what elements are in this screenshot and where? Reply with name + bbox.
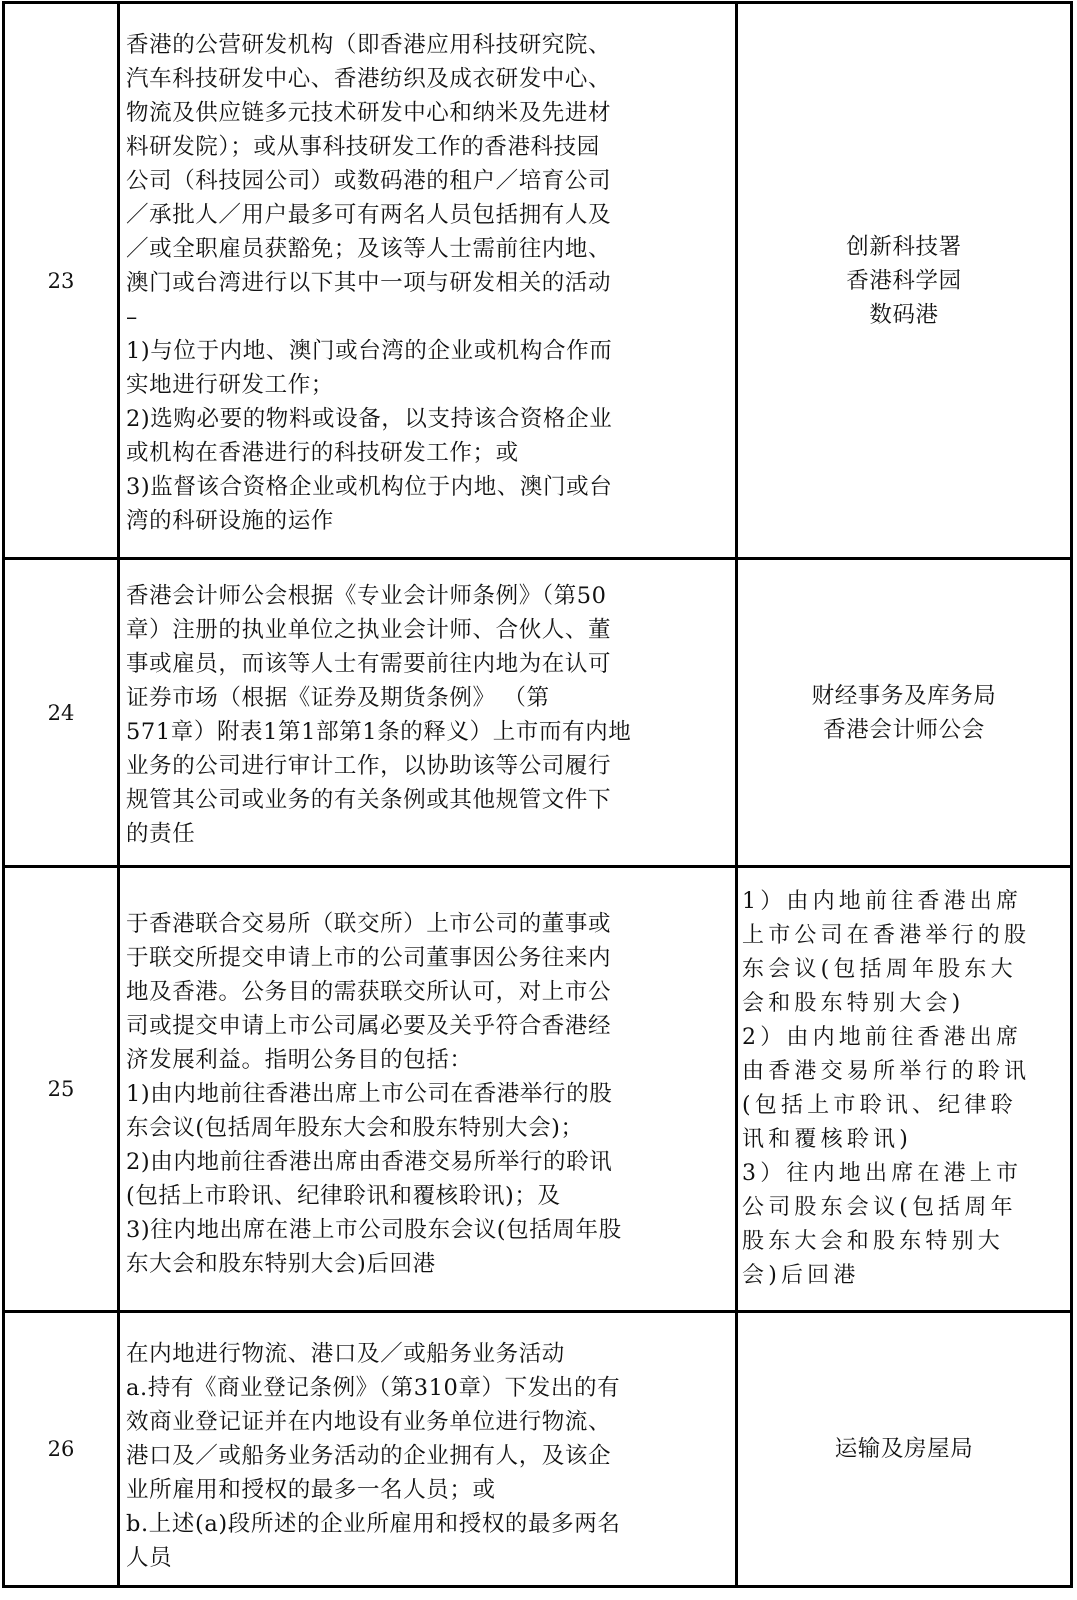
organization-name: 数码港	[869, 301, 939, 328]
description-line: 地及香港。公务目的需获联交所认可，对上市公	[126, 979, 612, 1005]
description-line: 1)与位于内地、澳门或台湾的企业或机构合作而	[126, 337, 613, 364]
description-line: 的责任	[126, 820, 196, 847]
item-number: 23	[4, 3, 119, 559]
organization-name: 财经事务及库务局	[811, 682, 997, 709]
organization-name: 运输及房屋局	[834, 1436, 974, 1462]
description-line: 2)由内地前往香港出席由香港交易所举行的聆讯	[126, 1149, 613, 1175]
description-line: 业所雇用和授权的最多一名人员；或	[126, 1477, 496, 1503]
organization-name: 香港会计师公会	[823, 716, 985, 743]
table-row	[4, 3, 1072, 559]
purpose-line: 3）往内地出席在港上市	[742, 1161, 1023, 1186]
description-line: 规管其公司或业务的有关条例或其他规管文件下	[126, 786, 612, 813]
eligibility-description	[119, 3, 737, 559]
description-line: ／或全职雇员获豁免；及该等人士需前往内地、	[126, 235, 612, 262]
purpose-line: 股东大会和股东特别大	[742, 1229, 1005, 1254]
table-row	[4, 867, 1072, 1312]
description-line: 于联交所提交申请上市的公司董事因公务往来内	[126, 945, 612, 971]
description-line: 事或雇员，而该等人士有需要前往内地为在认可	[126, 650, 612, 677]
item-number: 24	[4, 559, 119, 867]
description-line: 3)监督该合资格企业或机构位于内地、澳门或台	[126, 473, 613, 500]
description-line: (包括上市聆讯、纪律聆讯和覆核聆讯)；及	[126, 1183, 561, 1209]
description-line: 效商业登记证并在内地设有业务单位进行物流、	[126, 1409, 612, 1435]
description-line: 3)往内地出席在港上市公司股东会议(包括周年股	[126, 1217, 622, 1243]
item-number: 26	[4, 1312, 119, 1587]
purpose-line: 上市公司在香港举行的股	[742, 923, 1031, 948]
description-line: 湾的科研设施的运作	[126, 507, 334, 534]
description-line: 在内地进行物流、港口及／或船务业务活动	[126, 1341, 565, 1367]
exemption-table	[2, 1, 1073, 1588]
purpose-line: 1）由内地前往香港出席	[742, 889, 1023, 914]
description-line: 香港会计师公会根据《专业会计师条例》（第50	[126, 582, 607, 609]
purpose-line: 东会议(包括周年股东大	[742, 957, 1017, 982]
organization-name: 创新科技署	[846, 233, 962, 260]
description-line: 公司（科技园公司）或数码港的租户／培育公司	[126, 167, 612, 194]
description-line: 571章）附表1第1部第1条的释义）上市而有内地	[126, 718, 632, 745]
description-line: –	[126, 303, 138, 330]
description-line: 1)由内地前往香港出席上市公司在香港举行的股	[126, 1081, 613, 1107]
description-line: ／承批人／用户最多可有两名人员包括拥有人及	[126, 201, 612, 228]
purpose-line: 2）由内地前往香港出席	[742, 1025, 1023, 1050]
responsible-organizations	[737, 559, 1072, 867]
table-row	[4, 559, 1072, 867]
description-line: 澳门或台湾进行以下其中一项与研发相关的活动	[126, 269, 612, 296]
purpose-line: 公司股东会议(包括周年	[742, 1195, 1017, 1220]
description-line: 2)选购必要的物料或设备，以支持该合资格企业	[126, 405, 613, 432]
description-line: 东大会和股东特别大会)后回港	[126, 1251, 436, 1277]
eligibility-description	[119, 867, 737, 1312]
item-number: 25	[4, 867, 119, 1312]
eligibility-description	[119, 1312, 737, 1587]
description-line: 证券市场（根据《证券及期货条例》 （第	[126, 684, 550, 711]
description-line: b.上述(a)段所述的企业所雇用和授权的最多两名	[126, 1511, 621, 1537]
description-line: 司或提交申请上市公司属必要及关乎符合香港经	[126, 1013, 612, 1039]
organization-name: 香港科学园	[846, 267, 962, 294]
purpose-line: 由香港交易所举行的聆讯	[742, 1059, 1031, 1084]
purpose-line: 讯和覆核聆讯)	[742, 1127, 912, 1152]
eligibility-description	[119, 559, 737, 867]
description-line: 业务的公司进行审计工作，以协助该等公司履行	[126, 752, 612, 779]
description-line: 济发展利益。指明公务目的包括：	[126, 1047, 473, 1073]
description-line: 章）注册的执业单位之执业会计师、合伙人、董	[126, 616, 612, 643]
description-line: 物流及供应链多元技术研发中心和纳米及先进材	[126, 99, 612, 126]
description-line: 料研发院）；或从事科技研发工作的香港科技园	[126, 133, 600, 160]
description-line: 实地进行研发工作；	[126, 371, 334, 398]
description-line: 或机构在香港进行的科技研发工作；或	[126, 439, 519, 466]
responsible-organizations	[737, 3, 1072, 559]
responsible-organizations	[737, 867, 1072, 1312]
purpose-line: 会)后回港	[742, 1263, 860, 1288]
description-line: 港口及／或船务业务活动的企业拥有人，及该企	[126, 1443, 612, 1469]
description-line: 汽车科技研发中心、香港纺织及成衣研发中心、	[126, 65, 612, 92]
purpose-line: 会和股东特别大会)	[742, 991, 965, 1016]
description-line: 东会议(包括周年股东大会和股东特别大会)；	[126, 1115, 584, 1141]
purpose-line: (包括上市聆讯、纪律聆	[742, 1093, 1017, 1118]
description-line: 人员	[126, 1545, 173, 1571]
description-line: 香港的公营研发机构（即香港应用科技研究院、	[126, 31, 612, 58]
responsible-organizations	[737, 1312, 1072, 1587]
table-row	[4, 1312, 1072, 1587]
description-line: 于香港联合交易所（联交所）上市公司的董事或	[126, 911, 612, 937]
description-line: a.持有《商业登记条例》（第310章）下发出的有	[126, 1375, 621, 1401]
